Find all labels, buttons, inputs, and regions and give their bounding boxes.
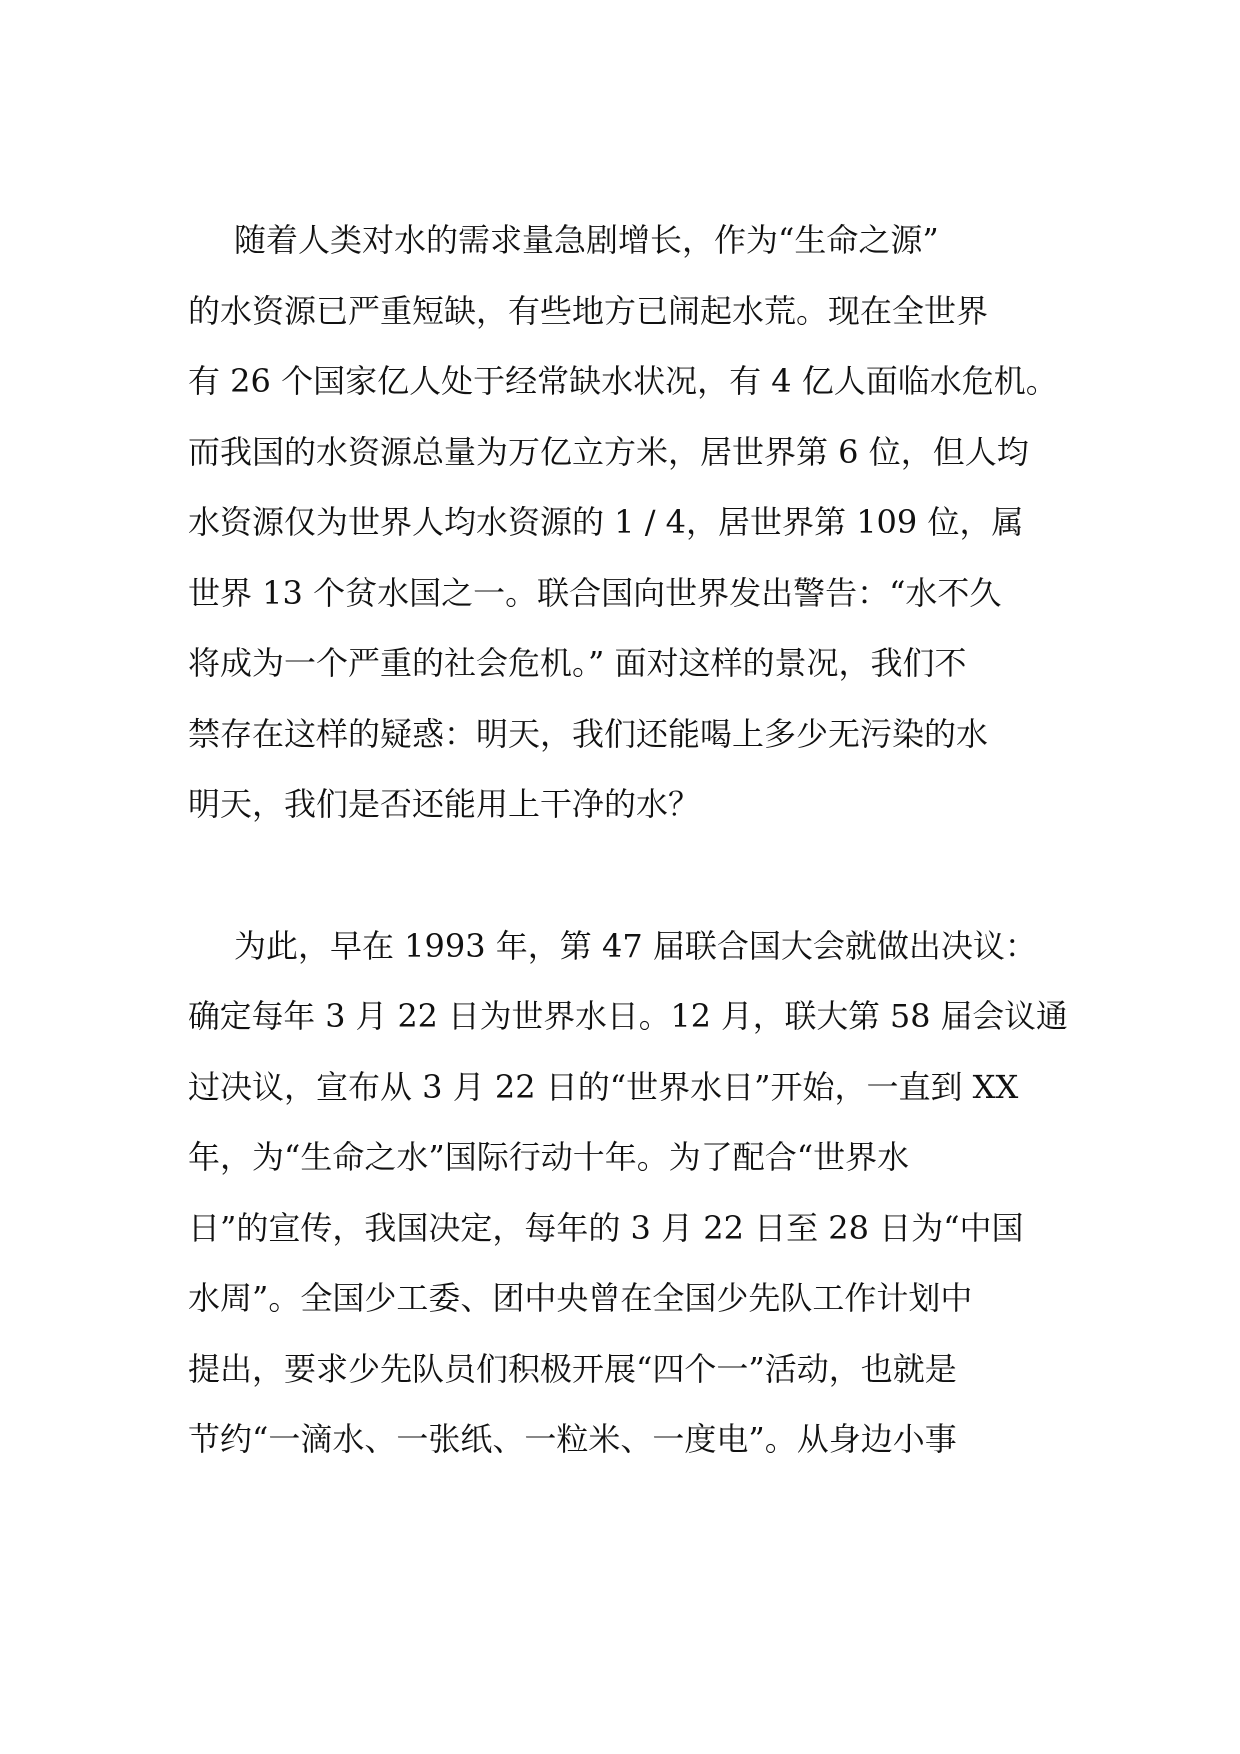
text-line: 而我国的水资源总量为万亿立方米，居世界第 6 位，但人均 bbox=[188, 433, 1029, 471]
text-line: 的水资源已严重短缺，有些地方已闹起水荒。现在全世界 bbox=[188, 292, 989, 330]
text-line: 节约“一滴水、一张纸、一粒米、一度电”。从身边小事 bbox=[188, 1420, 957, 1458]
text-line: 有 26 个国家亿人处于经常缺水状况，有 4 亿人面临水危机。 bbox=[188, 362, 1058, 400]
text-line: 明天，我们是否还能用上干净的水？ bbox=[188, 785, 701, 823]
text-line: 世界 13 个贫水国之一。联合国向世界发出警告：“水不久 bbox=[188, 574, 1002, 612]
text-line: 将成为一个严重的社会危机。” 面对这样的景况，我们不 bbox=[188, 644, 967, 682]
text-line: 禁存在这样的疑惑：明天，我们还能喝上多少无污染的水 bbox=[188, 715, 989, 753]
text-line: 为此，早在 1993 年，第 47 届联合国大会就做出决议： bbox=[234, 927, 1037, 965]
text-line: 日”的宣传，我国决定，每年的 3 月 22 日至 28 日为“中国 bbox=[188, 1209, 1024, 1247]
text-line: 年，为“生命之水”国际行动十年。为了配合“世界水 bbox=[188, 1138, 910, 1176]
text-line: 确定每年 3 月 22 日为世界水日。12 月，联大第 58 届会议通 bbox=[188, 997, 1068, 1035]
text-line: 水资源仅为世界人均水资源的 1 / 4，居世界第 109 位，属 bbox=[188, 503, 1024, 541]
text-line: 随着人类对水的需求量急剧增长，作为“生命之源” bbox=[234, 221, 939, 259]
text-line: 水周”。全国少工委、团中央曾在全国少先队工作计划中 bbox=[188, 1279, 973, 1317]
text-line: 提出，要求少先队员们积极开展“四个一”活动，也就是 bbox=[188, 1350, 957, 1388]
text-line: 过决议，宣布从 3 月 22 日的“世界水日”开始，一直到 XX bbox=[188, 1068, 1019, 1106]
